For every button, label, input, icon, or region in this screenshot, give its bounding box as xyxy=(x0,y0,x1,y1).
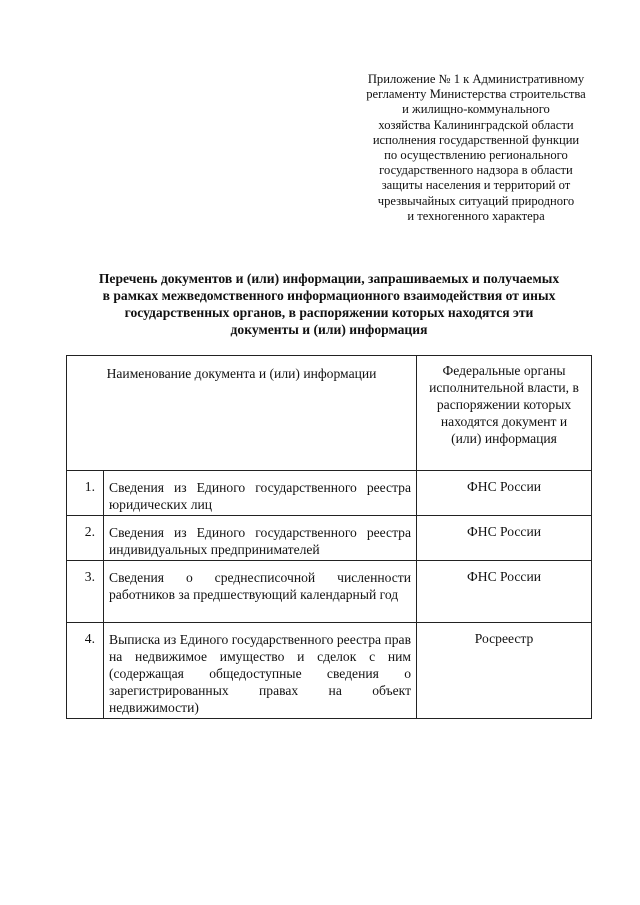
header-authority: Федеральные органы исполнительной власти, в распоряжении которых находятся документ и (или) информация xyxy=(417,356,592,471)
row-document-name: Выписка из Единого государственного реестра прав на недвижимое имущество и сделок с ним (содержащая общедоступные сведения о зарегистрированных правах на объект недвижимости) xyxy=(104,623,417,719)
title-line: в рамках межведомственного информационного взаимодействия от иных xyxy=(102,288,556,303)
annex-line: хозяйства Калининградской области xyxy=(378,117,574,132)
table-row xyxy=(67,623,592,719)
annex-line: по осуществлению регионального xyxy=(384,148,568,163)
row-number: 4. xyxy=(67,623,104,719)
documents-table xyxy=(66,355,592,719)
row-number: 2. xyxy=(67,516,104,561)
annex-line: регламенту Министерства строительства xyxy=(366,87,586,102)
row-document-name: Сведения из Единого государственного реестра юридических лиц xyxy=(104,471,417,516)
title-line: Перечень документов и (или) информации, запрашиваемых и получаемых xyxy=(98,271,560,286)
annex-note xyxy=(356,72,596,224)
annex-line: чрезвычайных ситуаций природного xyxy=(377,193,575,208)
title-line: документы и (или) информация xyxy=(230,322,428,337)
row-number: 3. xyxy=(67,561,104,623)
table-header-row xyxy=(67,356,592,471)
document-title xyxy=(66,270,592,338)
header-document-name: Наименование документа и (или) информации xyxy=(67,356,417,471)
table-row xyxy=(67,516,592,561)
row-authority: Росреестр xyxy=(417,623,592,719)
row-authority: ФНС России xyxy=(417,561,592,623)
annex-line: Приложение № 1 к Административному xyxy=(367,72,585,86)
annex-line: и техногенного характера xyxy=(407,208,545,223)
annex-line: государственного надзора в области xyxy=(379,163,573,178)
row-number: 1. xyxy=(67,471,104,516)
row-document-name: Сведения о среднесписочной численности работников за предшествующий календарный год xyxy=(104,561,417,623)
annex-line: и жилищно-коммунального xyxy=(402,102,550,117)
row-document-name: Сведения из Единого государственного реестра индивидуальных предпринимателей xyxy=(104,516,417,561)
title-line: государственных органов, в распоряжении которых находятся эти xyxy=(124,305,534,320)
table-row xyxy=(67,561,592,623)
row-authority: ФНС России xyxy=(417,471,592,516)
annex-line: защиты населения и территорий от xyxy=(381,178,571,193)
row-authority: ФНС России xyxy=(417,516,592,561)
annex-line: исполнения государственной функции xyxy=(372,132,580,147)
table-row xyxy=(67,471,592,516)
